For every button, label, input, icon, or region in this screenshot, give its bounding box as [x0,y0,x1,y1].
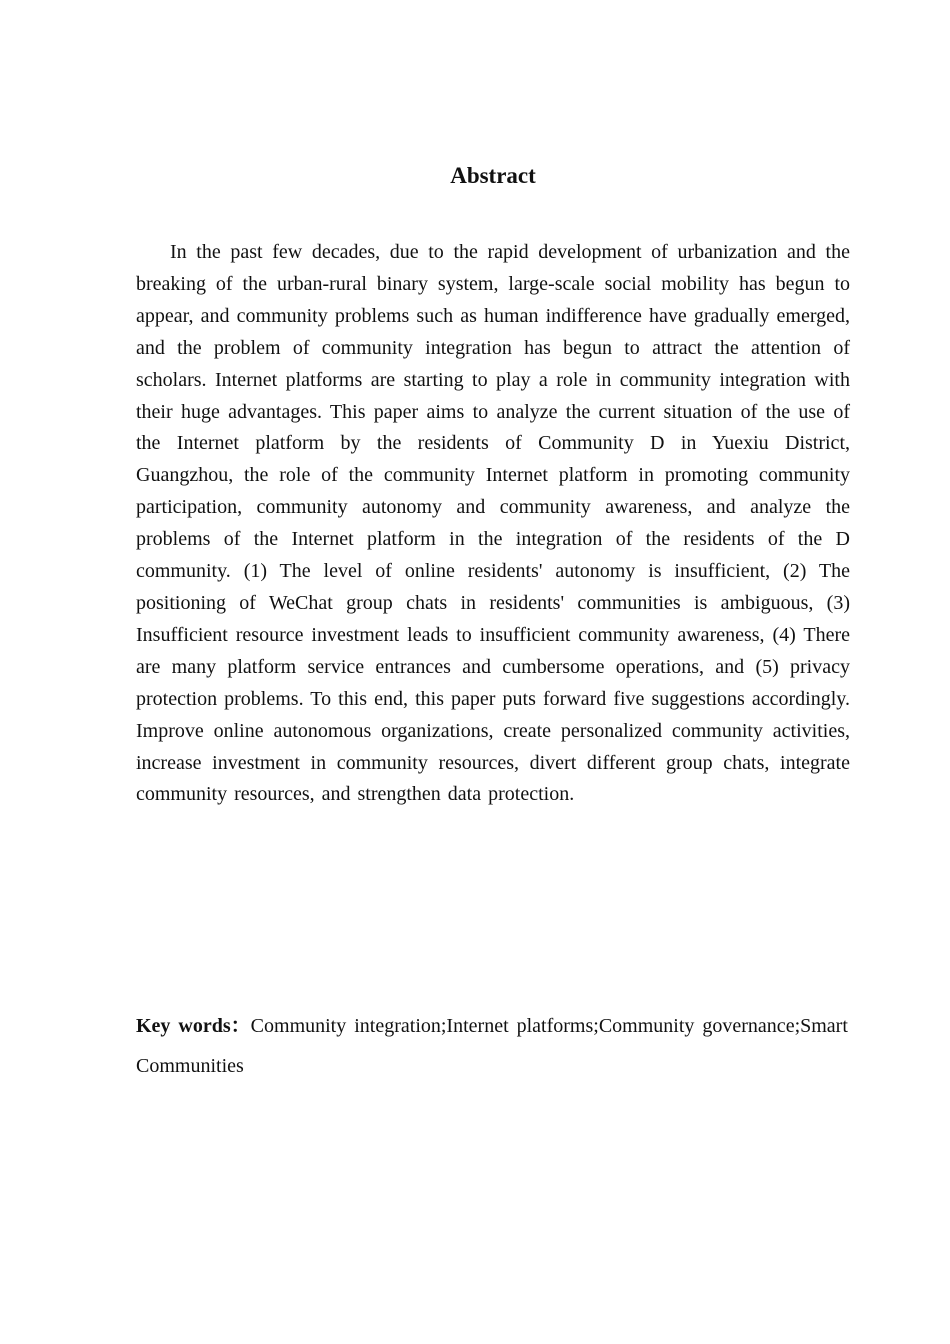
keywords-text: Community integration;Internet platforms;Community governance;Smart Communities [136,1015,848,1077]
abstract-body: In the past few decades, due to the rapid development of urbanization and the breaking of the urban-rural binary system, large-scale social mobility has begun to appear, and community problems such as human indifference have gradually emerged, and the problem of community integration has begun to attract the attention of scholars. Internet platforms are starting to play a role in community integration with their huge advantages. This paper aims to analyze the current situation of the use of the Internet platform by the residents of Community D in Yuexiu District, Guangzhou, the role of the community Internet platform in promoting community participation, community autonomy and community awareness, and analyze the problems of the Internet platform in the integration of the residents of the D community. (1) The level of online residents' autonomy is insufficient, (2) The positioning of WeChat group chats in residents' communities is ambiguous, (3) Insufficient resource investment leads to insufficient community awareness, (4) There are many platform service entrances and cumbersome operations, and (5) privacy protection problems. To this end, this paper puts forward five suggestions accordingly. Improve online autonomous organizations, create personalized community activities, increase investment in community resources, divert different group chats, integrate community resources, and strengthen data protection. [136,241,850,806]
abstract-title: Abstract [450,163,536,188]
keywords-paragraph [136,1006,850,1086]
keywords-label: Key words： [136,1015,251,1037]
